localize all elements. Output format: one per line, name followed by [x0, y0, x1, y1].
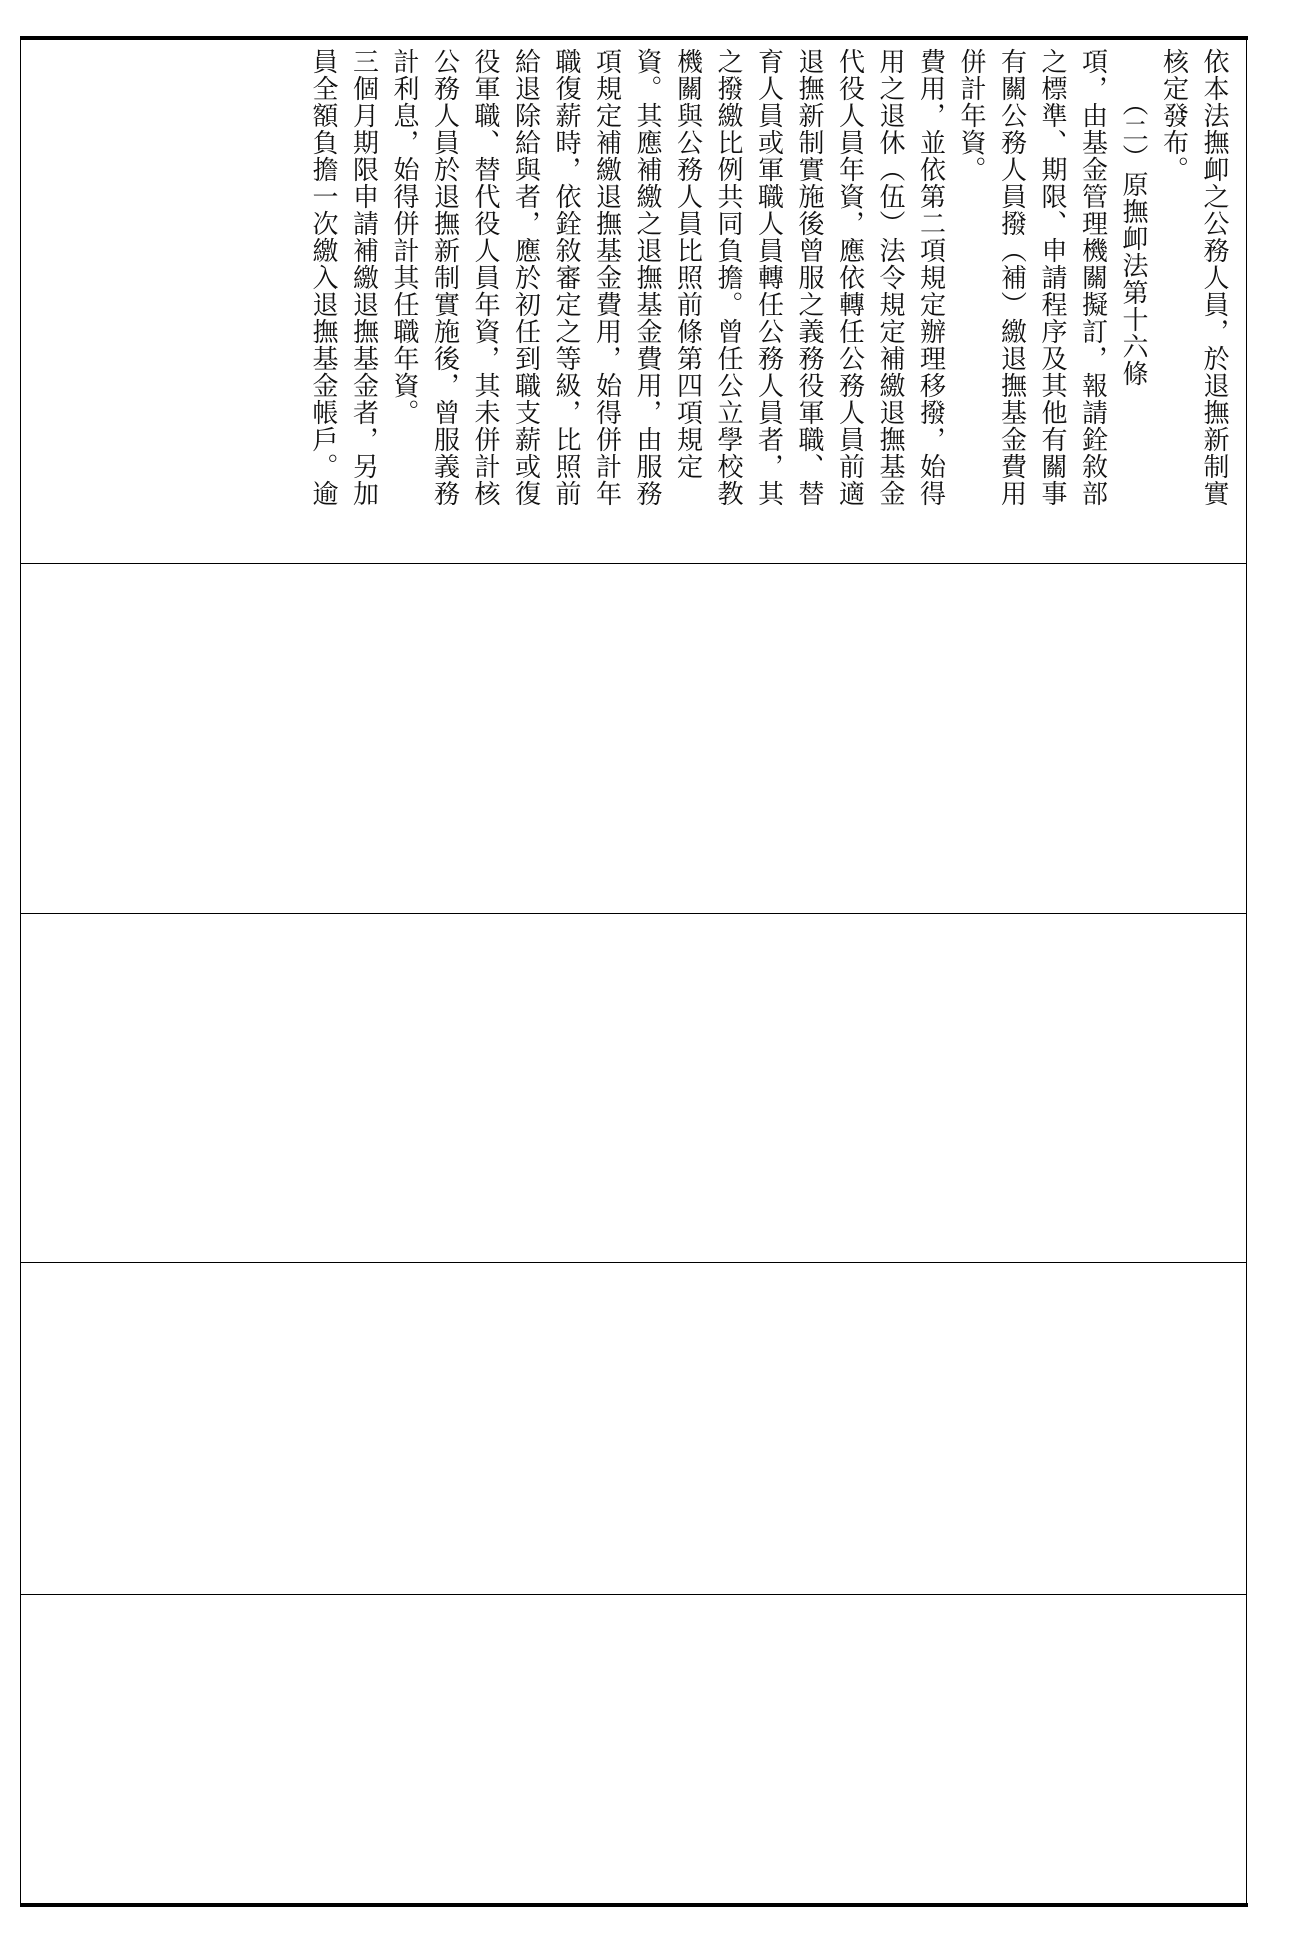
text-line: 項，由基金管理機關擬訂，報請銓敘部: [1077, 48, 1108, 507]
text-line: 育人員或軍職人員轉任公務人員者，其: [753, 48, 784, 507]
text-line: 三個月期限申請補繳退撫基金者，另加: [348, 48, 379, 507]
text-line: 之標準、期限、申請程序及其他有關事: [1037, 48, 1067, 507]
text-line: 依本法撫卹之公務人員，於退撫新制實: [1199, 48, 1229, 507]
text-line: 之撥繳比例共同負擔。曾任公立學校教: [713, 48, 743, 507]
empty-cell: [20, 564, 1246, 913]
text-line: 退撫新制實施後曾服之義務役軍職、替: [794, 48, 824, 507]
text-line: 有關公務人員撥（補）繳退撫基金費用: [996, 48, 1027, 507]
text-line: 併計年資。: [956, 48, 986, 183]
empty-cell: [20, 914, 1246, 1262]
right-border: [1246, 36, 1247, 1907]
text-line: 公務人員於退撫新制實施後，曾服義務: [429, 48, 460, 507]
text-line: 員全額負擔一次繳入退撫基金帳戶。逾: [308, 48, 338, 507]
empty-cell: [20, 1263, 1246, 1594]
text-line: 役軍職、替代役人員年資，其未併計核: [470, 48, 500, 507]
text-line: 資。其應補繳之退撫基金費用，由服務: [632, 48, 662, 507]
text-line: 給退除給與者，應於初任到職支薪或復: [510, 48, 541, 507]
text-line: 計利息，始得併計其任職年資。: [389, 48, 419, 426]
text-line: （二）原撫卹法第十六條: [1118, 89, 1148, 387]
text-line: 核定發布。: [1158, 48, 1189, 183]
text-line: 代役人員年資，應依轉任公務人員前適: [834, 48, 865, 507]
text-line: 職復薪時，依銓敘審定之等級，比照前: [551, 48, 581, 507]
bottom-border: [20, 1903, 1248, 1907]
vertical-text-block: [32, 48, 1234, 555]
text-line: 用之退休（伍）法令規定補繳退撫基金: [875, 48, 905, 507]
text-line: 費用，並依第二項規定辦理移撥，始得: [915, 48, 946, 507]
text-line: 項規定補繳退撫基金費用，始得併計年: [591, 48, 622, 507]
empty-cell: [20, 1595, 1246, 1903]
text-line: 機關與公務人員比照前條第四項規定: [672, 48, 703, 480]
text-cell: [20, 40, 1246, 563]
